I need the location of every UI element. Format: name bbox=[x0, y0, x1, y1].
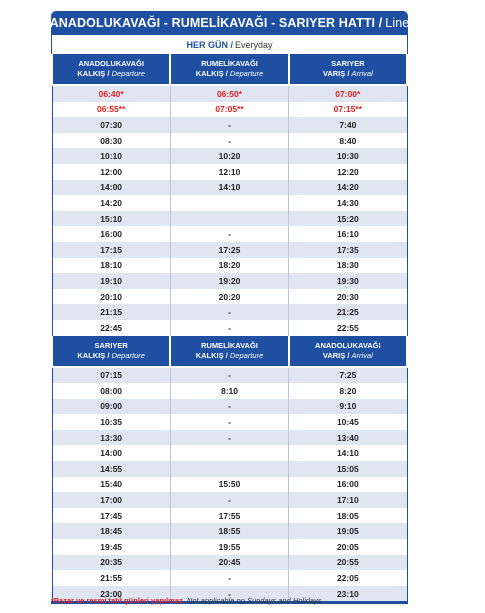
table-row bbox=[52, 102, 407, 118]
time-cell: 14:55 bbox=[52, 461, 170, 477]
time-cell: 14:20 bbox=[289, 180, 407, 196]
table-row bbox=[52, 570, 407, 586]
table-row bbox=[52, 320, 407, 336]
time-cell: 14:10 bbox=[170, 180, 288, 196]
time-cell: 18:20 bbox=[170, 258, 288, 274]
table-row bbox=[52, 85, 407, 102]
section1-header-row bbox=[52, 54, 407, 85]
time-cell bbox=[170, 461, 288, 477]
table-row bbox=[52, 289, 407, 305]
column-header-kind bbox=[53, 69, 169, 79]
column-header bbox=[170, 54, 288, 85]
table-row bbox=[52, 367, 407, 384]
time-cell: 19:30 bbox=[289, 273, 407, 289]
table-row bbox=[52, 164, 407, 180]
time-cell: 21:15 bbox=[52, 304, 170, 320]
time-cell: 08:00 bbox=[52, 383, 170, 399]
time-cell: 14:00 bbox=[52, 445, 170, 461]
table-row bbox=[52, 180, 407, 196]
column-header bbox=[289, 336, 407, 367]
time-cell: 18:10 bbox=[52, 258, 170, 274]
time-cell: 18:45 bbox=[52, 523, 170, 539]
column-header-kind-tr: VARIŞ / bbox=[322, 350, 350, 360]
table-row bbox=[52, 226, 407, 242]
time-cell: 20:55 bbox=[289, 555, 407, 571]
time-cell: 07:05** bbox=[170, 102, 288, 118]
time-cell: 06:40* bbox=[52, 85, 170, 102]
column-header-kind-tr: KALKIŞ / bbox=[77, 69, 110, 78]
time-cell: 7:25 bbox=[289, 367, 407, 384]
column-header-kind-tr: VARIŞ / bbox=[322, 69, 350, 78]
table-row bbox=[52, 430, 407, 446]
time-cell: - bbox=[170, 367, 288, 384]
time-cell: 18:05 bbox=[289, 508, 407, 524]
time-cell: - bbox=[170, 226, 288, 242]
time-cell: 8:10 bbox=[170, 383, 288, 399]
column-header bbox=[52, 54, 170, 85]
table-row bbox=[52, 211, 407, 227]
table-row bbox=[52, 461, 407, 477]
table-row bbox=[52, 148, 407, 164]
table-row bbox=[52, 258, 407, 274]
footnote bbox=[51, 596, 324, 605]
time-cell: 13:30 bbox=[52, 430, 170, 446]
time-cell: 21:55 bbox=[52, 570, 170, 586]
time-cell: 20:20 bbox=[170, 289, 288, 305]
time-cell: 9:10 bbox=[289, 399, 407, 415]
time-cell: 14:10 bbox=[289, 445, 407, 461]
time-cell: 14:20 bbox=[52, 195, 170, 211]
column-header-kind bbox=[171, 351, 287, 361]
time-cell: 15:05 bbox=[289, 461, 407, 477]
time-cell: 15:50 bbox=[170, 477, 288, 493]
time-cell: 07:30 bbox=[52, 117, 170, 133]
column-header-kind-en: Arrival bbox=[351, 350, 373, 360]
time-cell bbox=[170, 195, 288, 211]
time-cell: 20:30 bbox=[289, 289, 407, 305]
time-cell: 16:00 bbox=[52, 226, 170, 242]
time-cell: - bbox=[170, 304, 288, 320]
table-row bbox=[52, 492, 407, 508]
table-row bbox=[52, 242, 407, 258]
time-cell: 22:55 bbox=[289, 320, 407, 336]
time-cell: 10:10 bbox=[52, 148, 170, 164]
time-cell: 10:35 bbox=[52, 414, 170, 430]
table-row bbox=[52, 414, 407, 430]
time-cell: 20:45 bbox=[170, 555, 288, 571]
column-header bbox=[52, 336, 170, 367]
column-header-kind-en: Departure bbox=[111, 350, 145, 360]
time-cell: 8:20 bbox=[289, 383, 407, 399]
time-cell: 19:45 bbox=[52, 539, 170, 555]
column-header-kind-tr: KALKIŞ / bbox=[195, 69, 228, 78]
time-cell: 06:50* bbox=[170, 85, 288, 102]
table-row bbox=[52, 133, 407, 149]
time-cell: 20:10 bbox=[52, 289, 170, 305]
schedule-type-en: Everyday bbox=[234, 39, 273, 50]
schedule-type-tr: HER GÜN / bbox=[186, 39, 233, 50]
time-cell: 17:45 bbox=[52, 508, 170, 524]
column-header-place: SARIYER bbox=[331, 59, 365, 68]
time-cell: - bbox=[170, 430, 288, 446]
time-cell: - bbox=[170, 117, 288, 133]
column-header-kind bbox=[53, 351, 169, 361]
table-row bbox=[52, 539, 407, 555]
time-cell: 17:55 bbox=[170, 508, 288, 524]
time-cell: - bbox=[170, 414, 288, 430]
time-cell: 07:00* bbox=[289, 85, 407, 102]
time-cell: 10:45 bbox=[289, 414, 407, 430]
table-row bbox=[52, 445, 407, 461]
schedule-table bbox=[51, 54, 408, 601]
time-cell: 17:10 bbox=[289, 492, 407, 508]
time-cell: 20:35 bbox=[52, 555, 170, 571]
time-cell: 20:05 bbox=[289, 539, 407, 555]
time-cell: 10:30 bbox=[289, 148, 407, 164]
column-header-kind bbox=[290, 351, 406, 361]
time-cell: 13:40 bbox=[289, 430, 407, 446]
table-row bbox=[52, 195, 407, 211]
time-cell: 16:10 bbox=[289, 226, 407, 242]
column-header-kind bbox=[290, 69, 406, 79]
column-header-place: ANADOLUKAVAĞI bbox=[315, 340, 381, 350]
section2-header-row bbox=[52, 336, 407, 367]
column-header-kind-en: Arrival bbox=[351, 69, 373, 78]
time-cell: 19:10 bbox=[52, 273, 170, 289]
column-header-kind-tr: KALKIŞ / bbox=[77, 350, 110, 360]
time-cell: - bbox=[170, 320, 288, 336]
time-cell: 14:00 bbox=[52, 180, 170, 196]
time-cell: 15:40 bbox=[52, 477, 170, 493]
column-header-kind-en: Departure bbox=[229, 350, 264, 360]
time-cell: 19:20 bbox=[170, 273, 288, 289]
table-row bbox=[52, 555, 407, 571]
time-cell: 8:40 bbox=[289, 133, 407, 149]
route-title: ANADOLUKAVAĞI - RUMELİKAVAĞI - SARIYER HATTI / bbox=[49, 16, 383, 30]
schedule-type-row bbox=[51, 35, 408, 54]
time-cell: - bbox=[170, 399, 288, 415]
time-cell: 17:35 bbox=[289, 242, 407, 258]
footnote-en: Not applicable on Sundays and Holidays. bbox=[186, 596, 324, 605]
column-header bbox=[289, 54, 407, 85]
time-cell: 23:10 bbox=[289, 586, 407, 602]
time-cell: 09:00 bbox=[52, 399, 170, 415]
time-cell: 19:05 bbox=[289, 523, 407, 539]
time-cell: 22:45 bbox=[52, 320, 170, 336]
time-cell: 08:30 bbox=[52, 133, 170, 149]
table-row bbox=[52, 399, 407, 415]
column-header-place: RUMELİKAVAĞI bbox=[201, 59, 258, 68]
time-cell: 06:55** bbox=[52, 102, 170, 118]
column-header-kind bbox=[171, 69, 287, 79]
time-cell: 16:00 bbox=[289, 477, 407, 493]
table-row bbox=[52, 304, 407, 320]
time-cell: - bbox=[170, 586, 288, 602]
table-row bbox=[52, 477, 407, 493]
column-header-place: RUMELİKAVAĞI bbox=[201, 340, 258, 350]
time-cell: 15:10 bbox=[52, 211, 170, 227]
time-cell: 12:10 bbox=[170, 164, 288, 180]
time-cell: - bbox=[170, 570, 288, 586]
time-cell: 18:30 bbox=[289, 258, 407, 274]
column-header-place: SARIYER bbox=[94, 340, 128, 350]
time-cell: 7:40 bbox=[289, 117, 407, 133]
time-cell: 14:30 bbox=[289, 195, 407, 211]
time-cell: 07:15** bbox=[289, 102, 407, 118]
time-cell: 19:55 bbox=[170, 539, 288, 555]
time-cell bbox=[170, 211, 288, 227]
column-header-kind-en: Departure bbox=[111, 69, 145, 78]
time-cell: 17:25 bbox=[170, 242, 288, 258]
time-cell: - bbox=[170, 133, 288, 149]
time-cell: 18:55 bbox=[170, 523, 288, 539]
time-cell: 10:20 bbox=[170, 148, 288, 164]
time-cell: 23:00 bbox=[52, 586, 170, 602]
table-row bbox=[52, 523, 407, 539]
column-header bbox=[170, 336, 288, 367]
time-cell: 17:00 bbox=[52, 492, 170, 508]
time-cell: 12:20 bbox=[289, 164, 407, 180]
route-title-bar bbox=[51, 11, 408, 35]
column-header-kind-en: Departure bbox=[229, 69, 264, 78]
table-row bbox=[52, 383, 407, 399]
table-row bbox=[52, 273, 407, 289]
route-title-suffix: Line bbox=[385, 16, 410, 30]
table-row bbox=[52, 508, 407, 524]
time-cell: - bbox=[170, 492, 288, 508]
column-header-kind-tr: KALKIŞ / bbox=[195, 350, 228, 360]
time-cell: 12:00 bbox=[52, 164, 170, 180]
timetable bbox=[51, 11, 408, 604]
footnote-tr: *Pazar ve resmi tatil günleri yapılmaz. bbox=[51, 596, 185, 605]
time-cell bbox=[170, 445, 288, 461]
time-cell: 07:15 bbox=[52, 367, 170, 384]
table-row bbox=[52, 117, 407, 133]
time-cell: 17:15 bbox=[52, 242, 170, 258]
time-cell: 22:05 bbox=[289, 570, 407, 586]
column-header-place: ANADOLUKAVAĞI bbox=[78, 59, 144, 68]
time-cell: 21:25 bbox=[289, 304, 407, 320]
time-cell: 15:20 bbox=[289, 211, 407, 227]
